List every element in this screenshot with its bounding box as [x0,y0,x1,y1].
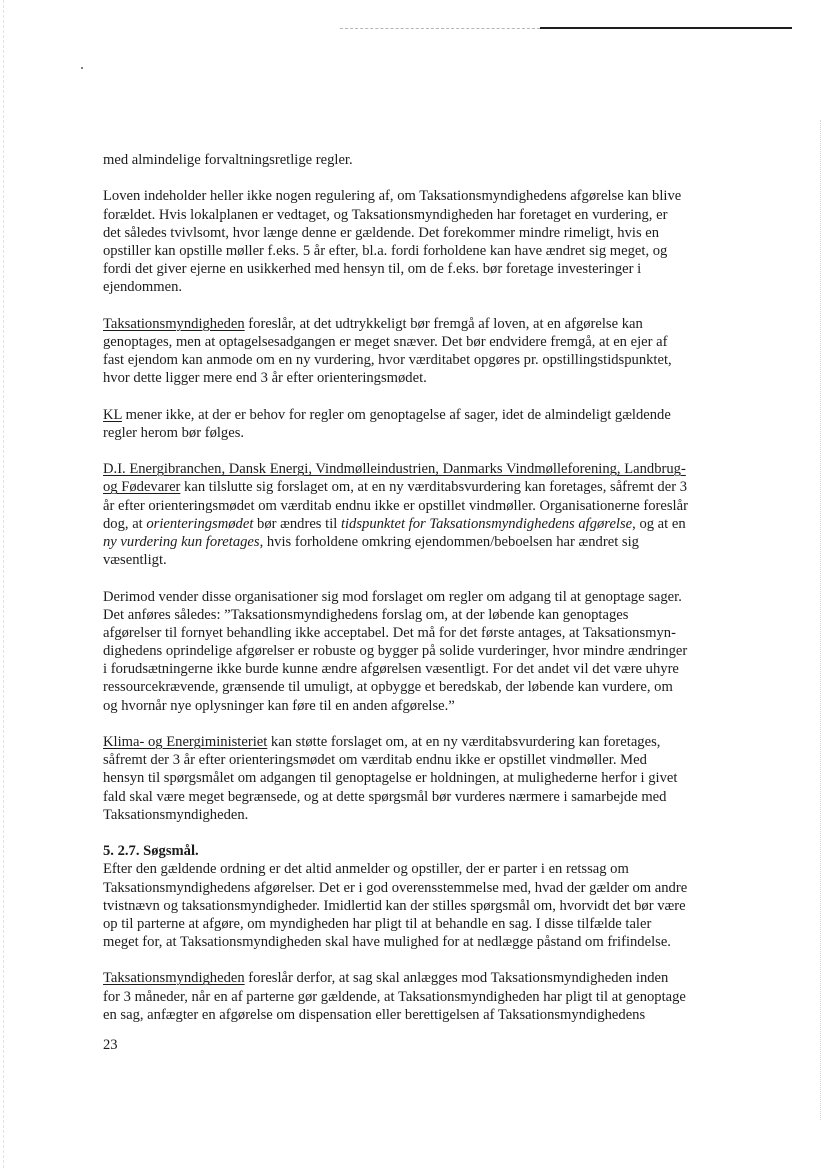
text-segment: mener ikke, at der er behov for regler om genoptagelse af sager, idet de almindeligt gældende [121,406,671,423]
text-line [103,788,783,806]
text-line [103,242,783,260]
header-rule [540,27,792,29]
text-line [103,733,783,751]
text-line [103,624,783,642]
text-line [103,606,783,624]
text-segment: væsentligt. [103,552,167,569]
text-line [103,897,783,915]
underlined-text: Taksationsmyndigheden [103,970,245,987]
italic-text: orienteringsmødet [146,515,254,532]
text-segment: i forudsætningerne ikke burde kunne ændre afgørelsen væsentligt. For det andet vil det være uhyre [103,661,679,678]
text-line [103,642,783,660]
scan-edge-right [820,120,821,1120]
section-heading: 5. 2.7. Søgsmål. [103,843,199,860]
underlined-text: Klima- og Energiministeriet [103,734,268,750]
text-line [103,351,783,369]
text-line [103,933,783,951]
paragraph [103,733,783,824]
text-line [103,369,783,387]
text-line [103,697,783,715]
text-segment: tvistnævn og taksationsmyndigheder. Imidlertid kan der stilles spørgsmål om, hvorvidt det bør være [103,897,686,914]
text-segment: såfremt der 3 år efter orienteringsmødet om værditab endnu ikke er opstillet vindmøller. Med [103,752,647,769]
text-segment: ressourcekrævende, grænsende til umuligt, at opbygge et beredskab, der løbende kan vurdere, om [103,679,673,696]
text-segment: foreslår, at det udtrykkeligt bør fremgå af loven, at en afgørelse kan [244,315,643,332]
text-segment: år efter orienteringsmødet om værditab endnu ikke er opstillet vindmøller. Organisationerne foreslår [103,497,688,514]
text-segment: fast ejendom kan anmode om en ny vurdering, hvor værditabet opgøres pr. opstillingstidspunktet, [103,352,672,369]
text-segment: kan tilslutte sig forslaget om, at en ny værditabsvurdering kan foretages, såfremt der 3 [180,479,687,496]
text-segment: for 3 måneder, når en af parterne gør gældende, at Taksationsmyndigheden har pligt til at genoptage [103,988,686,1005]
paragraph [103,969,783,1024]
italic-text: tidspunktet for Taksationsmyndighedens afgørelse [340,515,633,532]
text-line [103,278,783,296]
text-line [103,460,783,478]
text-segment: , hvis forholdene omkring ejendommen/beboelsen har ændret sig [259,533,639,550]
text-line [103,860,783,878]
text-segment: Loven indeholder heller ikke nogen regulering af, om Taksationsmyndighedens afgørelse kan blive [103,188,682,205]
text-segment: bør ændres til [253,515,341,532]
underlined-text: D.I. Energibranchen, Dansk Energi, Vindmølleindustrien, Danmarks Vindmølleforening, Landbrug- [103,461,686,478]
text-segment: hensyn til spørgsmålet om adgangen til genoptagelse er holdningen, at mulighederne herfor i givet [103,770,678,787]
page-number: 23 [103,1037,118,1053]
text-segment: op til parterne at afgøre, om myndigheden har pligt til at behandle en sag. I disse tilfælde taler [103,915,652,932]
text-line [103,879,783,897]
text-line [103,497,783,515]
text-segment: Derimod vender disse organisationer sig mod forslaget om regler om adgang til at genoptage sager. [103,588,682,605]
underlined-text: Taksationsmyndigheden [103,315,245,332]
text-line [103,551,783,569]
text-segment: Taksationsmyndighedens afgørelser. Det er i god overensstemmelse med, hvad der gælder om andre [103,879,688,896]
text-line [103,842,783,860]
text-line [103,224,783,242]
text-segment: dighedens oprindelige afgørelser er robuste og bygger på solide vurderinger, hvor mindre ændringer [103,643,688,660]
text-segment: fordi det giver ejerne en usikkerhed med hensyn til, om de f.eks. bør foretage investeringer i [103,261,642,278]
paragraph [103,151,783,169]
text-line [103,806,783,824]
text-segment: opstiller kan opstille møller f.eks. 5 år efter, bl.a. fordi forholdene kan have ændret sig meget, og [103,242,668,259]
paragraph [103,460,783,569]
text-line [103,588,783,606]
header-rule-faint [340,28,540,29]
text-segment: hvor dette ligger mere end 3 år efter orienteringsmødet. [103,370,427,387]
paragraph [103,406,783,442]
text-segment: og hvornår nye oplysninger kan føre til en anden afgørelse.” [103,697,455,714]
text-segment: Taksationsmyndigheden. [103,806,249,823]
text-segment: regler herom bør følges. [103,424,245,441]
italic-text: ny vurdering kun foretages [103,533,260,550]
text-segment: ejendommen. [103,279,183,296]
scan-edge-left [3,0,4,1168]
text-line [103,515,783,533]
paragraph [103,588,783,715]
text-line [103,915,783,933]
paragraph [103,842,783,951]
text-segment: kan støtte forslaget om, at en ny værditabsvurdering kan foretages, [267,734,661,750]
text-line [103,769,783,787]
text-line [103,660,783,678]
text-segment: Det anføres således: ”Taksationsmyndighedens forslag om, at der løbende kan genoptages [103,606,629,623]
underlined-text: og Fødevarer [103,479,181,496]
document-body [103,151,783,1024]
text-line [103,260,783,278]
text-segment: en sag, anfægter en afgørelse om dispensation eller berettigelsen af Taksationsmyndighedens [103,1006,646,1023]
text-line [103,969,783,987]
text-segment: meget for, at Taksationsmyndigheden skal have mulighed for at nedlægge påstand om frifindelse. [103,934,671,951]
text-segment: Efter den gældende ordning er det altid anmelder og opstiller, der er parter i en retssag om [103,861,629,878]
scan-speck [81,67,83,69]
text-segment: , og at en [632,515,686,532]
text-line [103,315,783,333]
paragraph [103,187,783,296]
text-line [103,533,783,551]
text-segment: dog, at [103,515,147,532]
text-segment: med almindelige forvaltningsretlige regler. [103,152,353,168]
text-line [103,678,783,696]
underlined-text: KL [103,406,122,423]
text-line [103,424,783,442]
text-line [103,478,783,496]
text-line [103,206,783,224]
text-segment: fald skal være meget begrænsede, og at dette spørgsmål bør vurderes nærmere i samarbejde med [103,788,667,805]
paragraph [103,315,783,388]
text-segment: afgørelser til fornyet behandling ikke acceptabel. Det må for det første antages, at Taksationsmyn- [103,624,676,641]
text-line [103,333,783,351]
text-segment: foreslår derfor, at sag skal anlægges mod Taksationsmyndigheden inden [244,970,669,987]
text-line [103,187,783,205]
text-segment: genoptages, men at optagelsesadgangen er meget snæver. Det bør endvidere fremgå, at en ejer af [103,333,668,350]
text-segment: det således tvivlsomt, hvor længe denne er gældende. Det forekommer mindre rimeligt, hvis en [103,224,660,241]
text-line [103,1006,783,1024]
text-line [103,988,783,1006]
text-line [103,151,783,169]
text-line [103,406,783,424]
text-segment: forældet. Hvis lokalplanen er vedtaget, og Taksationsmyndigheden har foretaget en vurdering, er [103,206,668,223]
text-line [103,751,783,769]
